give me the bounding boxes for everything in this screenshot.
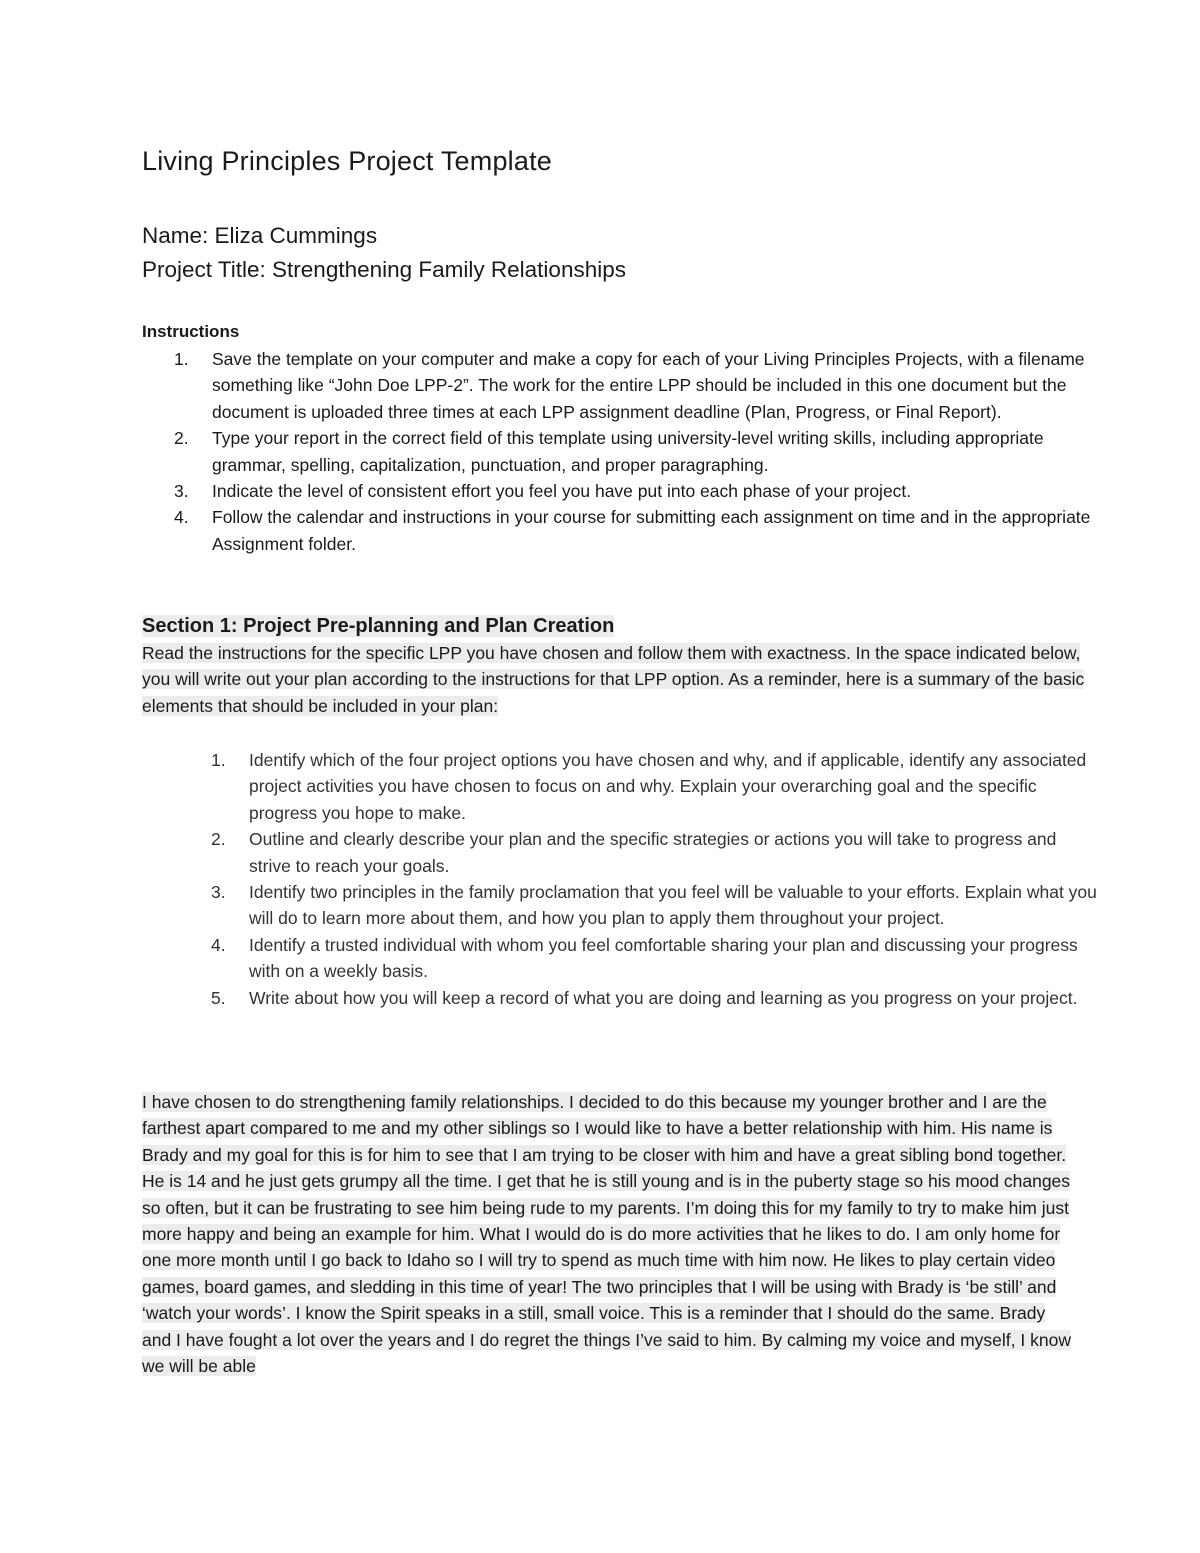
section-intro (142, 640, 1087, 719)
list-number: 3. (211, 882, 226, 903)
plan-response (142, 1089, 1072, 1379)
list-item (179, 826, 1101, 879)
list-item-text: Save the template on your computer and make a copy for each of your Living Principles Projects, with a filename something like “John Doe LPP-2”. The work for the entire LPP should be included in this one document but the document is uploaded three times at each LPP assignment deadline (Plan, Progress, or Final Report). (212, 349, 1085, 422)
list-number: 5. (211, 987, 226, 1008)
list-item-text: Indicate the level of consistent effort you feel you have put into each phase of your project. (212, 481, 912, 502)
list-number: 2. (211, 829, 226, 850)
list-number: 4. (174, 507, 189, 528)
list-number: 1. (174, 349, 189, 369)
list-item-text: Outline and clearly describe your plan and the specific strategies or actions you will take to progress and strive to reach your goals. (249, 829, 1057, 876)
list-item (179, 932, 1101, 985)
list-number: 4. (211, 934, 226, 955)
list-item (179, 879, 1101, 932)
list-number: 2. (174, 428, 189, 449)
section-heading (142, 612, 614, 640)
list-number: 1. (211, 750, 226, 770)
list-item-text: Identify two principles in the family proclamation that you feel will be valuable to your efforts. Explain what you will do to learn more about them, and how you plan to apply them throughout your project. (249, 882, 1097, 929)
section-intro-text: Read the instructions for the specific LPP you have chosen and follow them with exactness. In the space indicated below, you will write out your plan according to the instructions for that LPP option. As a reminder, here is a summary of the basic elements that should be included in your plan: (142, 643, 1085, 716)
plan-response-text: I have chosen to do strengthening family relationships. I decided to do this because my younger brother and I are the farthest apart compared to me and my other siblings so I would like to have a better relationship with him. His name is Brady and my goal for this is for him to see that I am trying to be closer with him and have a great sibling bond together. He is 14 and he just gets grumpy all the time. I get that he is still young and is in the puberty stage so his mood changes so often, but it can be frustrating to see him being rude to my parents. I’m doing this for my family to try to make him just more happy and being an example for him. What I would do is do more activities that he likes to do. I am only home for one more month until I go back to Idaho so I will try to spend as much time with him now. He likes to play certain video games, board games, and sledding in this time of year! The two principles that I will be using with Brady is ‘be still’ and ‘watch your words’. I know the Spirit speaks in a still, small voice. This is a reminder that I should do the same. Brady and I have fought a lot over the years and I do regret the things I’ve said to him. By calming my voice and myself, I know we will be able (142, 1092, 1071, 1377)
instructions-list (142, 346, 1102, 557)
instructions-heading: Instructions (142, 322, 240, 341)
list-item (142, 346, 1102, 425)
project-title: Project Title: Strengthening Family Relationships (142, 257, 626, 282)
list-item-text: Identify a trusted individual with whom you feel comfortable sharing your plan and discussing your progress with on a weekly basis. (249, 934, 1078, 982)
document-title: Living Principles Project Template (142, 146, 552, 176)
section-heading-text: Section 1: Project Pre-planning and Plan Creation (142, 615, 615, 637)
list-item-text: Follow the calendar and instructions in your course for submitting each assignment on time and in the appropriate Assignment folder. (212, 507, 1091, 554)
list-item (179, 747, 1101, 826)
list-item (179, 985, 1101, 1011)
list-item-text: Identify which of the four project options you have chosen and why, and if applicable, identify any associated project activities you have chosen to focus on and why. Explain your overarching goal and the specific progress you hope to make. (249, 750, 1087, 823)
list-item-text: Write about how you will keep a record of what you are doing and learning as you progress on your project. (249, 987, 1078, 1008)
list-item-text: Type your report in the correct field of this template using university-level writing skills, including appropriate grammar, spelling, capitalization, punctuation, and proper paragraphing. (212, 428, 1044, 475)
list-item (142, 425, 1102, 478)
plan-elements-list (179, 747, 1101, 1011)
list-item (142, 504, 1102, 557)
list-number: 3. (174, 481, 189, 502)
student-name: Name: Eliza Cummings (142, 223, 378, 248)
list-item (142, 478, 1102, 504)
